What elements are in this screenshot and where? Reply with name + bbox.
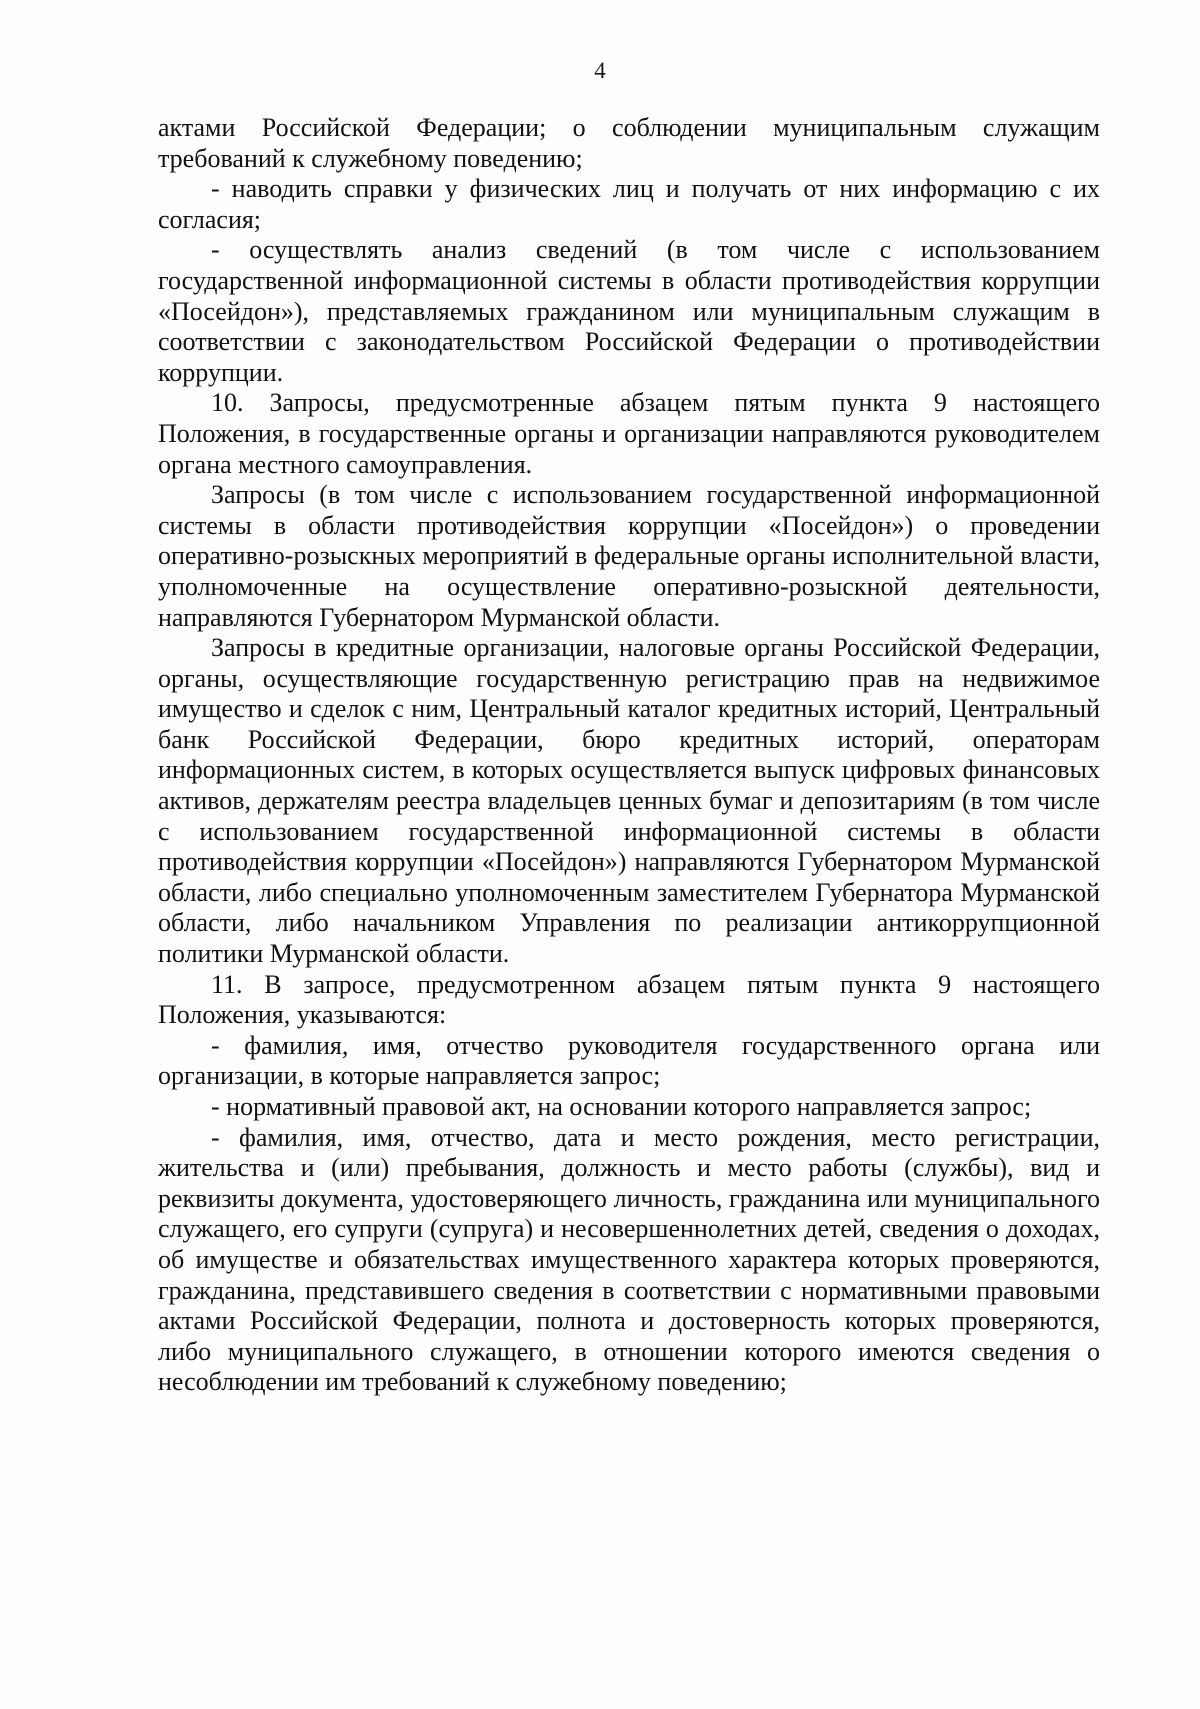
paragraph-credit-requests: Запросы в кредитные организации, налоговые органы Российской Федерации, органы, осуществляющие государственную регистрацию прав на недвижимое имущество и сделок с ним, Центральный каталог кредитных историй, Центральный банк Российской Федерации, бюро кредитных историй, операторам информационных систем, в которых осуществляется выпуск цифровых финансовых активов, держателям реестра владельцев ценных бумаг и депозитариям (в том числе с использованием государственной информационной системы в области противодействия коррупции «Посейдон») направляются Губернатором Мурманской области, либо специально уполномоченным заместителем Губернатора Мурманской области, либо начальником Управления по реализации антикоррупционной политики Мурманской области.	[158, 633, 1100, 969]
list-item-personal-details: - фамилия, имя, отчество, дата и место рождения, место регистрации, жительства и (или) пребывания, должность и место работы (службы), вид и реквизиты документа, удостоверяющего личность, гражданина или муниципального служащего, его супруги (супруга) и несовершеннолетних детей, сведения о доходах, об имуществе и обязательствах имущественного характера которых проверяются, гражданина, представившего сведения в соответствии с нормативными правовыми актами Российской Федерации, полнота и достоверность которых проверяются, либо муниципального служащего, в отношении которого имеются сведения о несоблюдении им требований к служебному поведению;	[158, 1122, 1100, 1397]
paragraph-item-11: 11. В запросе, предусмотренном абзацем пятым пункта 9 настоящего Положения, указываются:	[158, 969, 1100, 1030]
paragraph-item-10: 10. Запросы, предусмотренные абзацем пятым пункта 9 настоящего Положения, в государственные органы и организации направляются руководителем органа местного самоуправления.	[158, 388, 1100, 479]
page-number: 4	[594, 58, 606, 83]
paragraph-operational-requests: Запросы (в том числе с использованием государственной информационной системы в области противодействия коррупции «Посейдон») о проведении оперативно-розыскных мероприятий в федеральные органы исполнительной власти, уполномоченные на осуществление оперативно-розыскной деятельности, направляются Губернатором Мурманской области.	[158, 480, 1100, 632]
document-body	[158, 113, 1100, 1398]
list-item-legal-act: - нормативный правовой акт, на основании которого направляется запрос;	[211, 1092, 1032, 1121]
paragraph-inquiries-individuals: - наводить справки у физических лиц и получать от них информацию с их согласия;	[158, 174, 1100, 234]
paragraph-analysis: - осуществлять анализ сведений (в том числе с использованием государственной информационной системы в области противодействия коррупции «Посейдон»), представляемых гражданином или муниципальным служащим в соответствии с законодательством Российской Федерации о противодействии коррупции.	[158, 235, 1100, 387]
list-item-head-name: - фамилия, имя, отчество руководителя государственного органа или организации, в которые направляется запрос;	[158, 1030, 1100, 1091]
paragraph-acts-continuation: актами Российской Федерации; о соблюдении муниципальным служащим требований к служебному поведению;	[158, 113, 1100, 173]
